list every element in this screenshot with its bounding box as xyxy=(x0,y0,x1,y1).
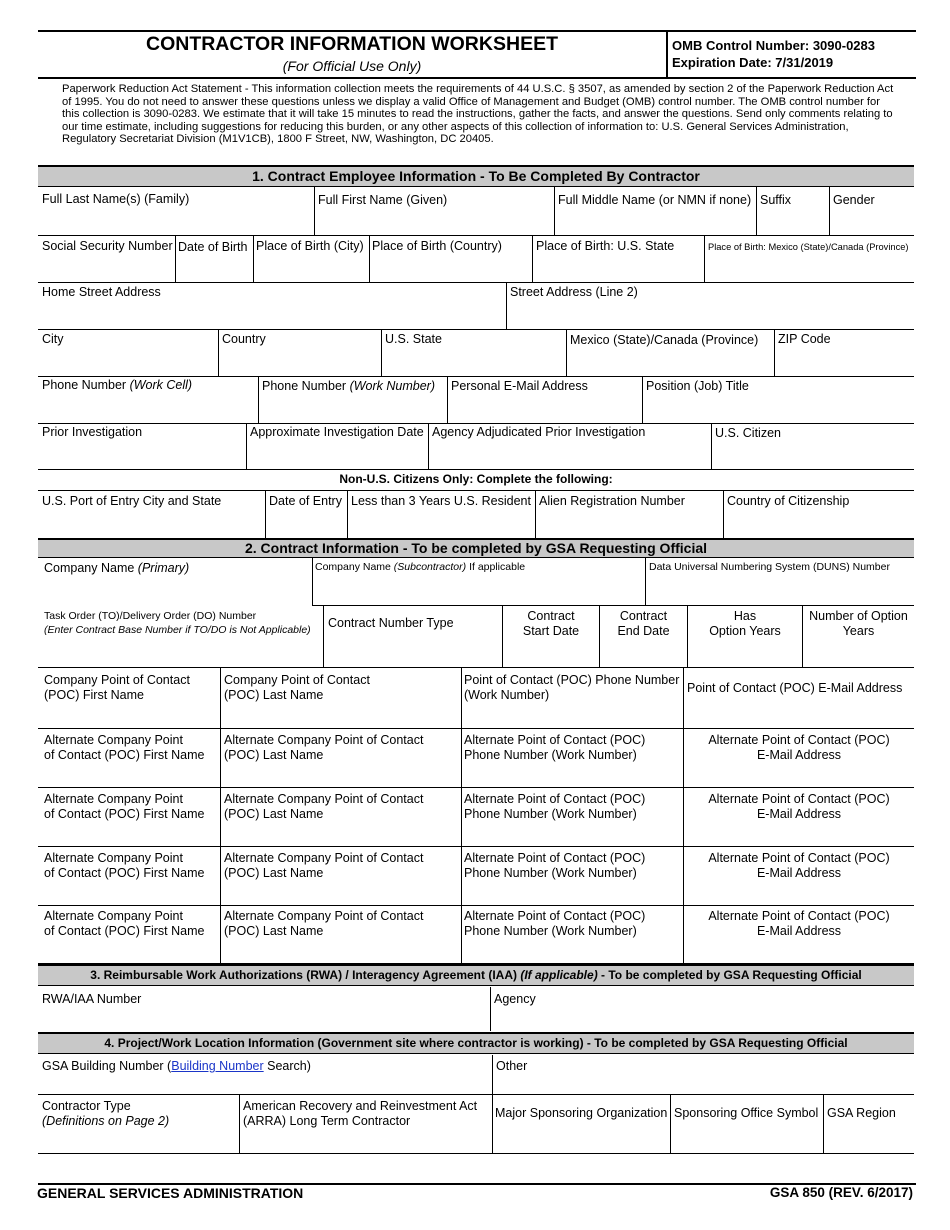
phone-cell-label: Phone Number (Work Cell) xyxy=(42,378,193,392)
duns-label: Data Universal Numbering System (DUNS) Number xyxy=(649,561,890,573)
subcontractor-name-label: Company Name (Subcontractor) If applicable xyxy=(315,561,526,573)
suffix-label: Suffix xyxy=(760,193,792,207)
sponsoring-office-symbol-field[interactable] xyxy=(671,1125,823,1152)
less-than-3-years-label: Less than 3 Years U.S. Resident xyxy=(351,494,531,508)
expiration-date: Expiration Date: 7/31/2019 xyxy=(672,55,834,70)
alt-poc-last-name-label: Alternate Company Point of Contact (POC) Last Name xyxy=(224,851,424,880)
agency-label: Agency xyxy=(494,992,536,1006)
poc-last-name-field[interactable] xyxy=(221,702,461,727)
contract-number-type-label: Contract Number Type xyxy=(328,616,454,630)
poc-first-name-field[interactable] xyxy=(38,702,220,727)
last-name-field[interactable] xyxy=(38,208,314,234)
company-name-label: Company Name (Primary) xyxy=(44,561,190,575)
less-than-3-years-field[interactable] xyxy=(348,511,535,537)
phone-cell-field[interactable] xyxy=(38,396,258,422)
footer-form-number: GSA 850 (REV. 6/2017) xyxy=(769,1185,913,1200)
alt-poc-4-email-field[interactable] xyxy=(684,939,914,962)
home-address-field[interactable] xyxy=(38,302,506,328)
poc-first-name-label: Company Point of Contact (POC) First Name xyxy=(44,673,190,702)
alien-registration-field[interactable] xyxy=(536,511,723,537)
major-sponsoring-org-label: Major Sponsoring Organization xyxy=(495,1106,668,1120)
alt-poc-phone-label: Alternate Point of Contact (POC) Phone Number (Work Number) xyxy=(464,909,646,938)
first-name-label: Full First Name (Given) xyxy=(318,193,448,207)
alt-poc-phone-label: Alternate Point of Contact (POC) Phone Number (Work Number) xyxy=(464,792,646,821)
omb-control-number: OMB Control Number: 3090-0283 xyxy=(672,38,875,53)
other-label: Other xyxy=(496,1059,528,1073)
contractor-type-label: Contractor Type (Definitions on Page 2) xyxy=(42,1099,170,1128)
gsa-building-number-field[interactable] xyxy=(38,1074,492,1093)
us-citizen-field[interactable] xyxy=(712,442,914,468)
ssn-field[interactable] xyxy=(38,256,175,281)
agency-field[interactable] xyxy=(491,1006,914,1030)
country-of-citizenship-label: Country of Citizenship xyxy=(727,494,850,508)
contractor-type-field[interactable] xyxy=(38,1128,239,1152)
alt-poc-3-phone-field[interactable] xyxy=(462,881,683,904)
country-of-citizenship-field[interactable] xyxy=(724,511,914,537)
sponsoring-office-symbol-label: Sponsoring Office Symbol xyxy=(674,1106,819,1120)
first-name-field[interactable] xyxy=(315,208,554,234)
alt-poc-email-label: Alternate Point of Contact (POC) E-Mail Address xyxy=(708,851,890,880)
port-of-entry-label: U.S. Port of Entry City and State xyxy=(42,494,222,508)
us-state-field[interactable] xyxy=(382,349,566,375)
has-option-years-field[interactable] xyxy=(688,640,802,666)
contract-start-date-label: Contract Start Date xyxy=(522,609,580,638)
mexico-state-field[interactable] xyxy=(567,349,774,375)
approx-investigation-date-label: Approximate Investigation Date xyxy=(250,425,424,439)
rwa-iaa-number-label: RWA/IAA Number xyxy=(42,992,142,1006)
alt-poc-last-name-label: Alternate Company Point of Contact (POC) Last Name xyxy=(224,733,424,762)
number-of-option-years-field[interactable] xyxy=(803,640,914,666)
alt-poc-3-first-name-field[interactable] xyxy=(38,881,220,904)
country-field[interactable] xyxy=(219,349,381,375)
poc-last-name-label: Company Point of Contact (POC) Last Name xyxy=(224,673,370,702)
gsa-region-label: GSA Region xyxy=(827,1106,896,1120)
city-label: City xyxy=(42,332,64,346)
arra-field[interactable] xyxy=(240,1128,492,1152)
alt-poc-4-first-name-field[interactable] xyxy=(38,939,220,962)
task-order-label: Task Order (TO)/Delivery Order (DO) Number xyxy=(44,610,257,622)
pob-state-label: Place of Birth: U.S. State xyxy=(536,239,675,253)
section-2-header: 2. Contract Information - To be completed by GSA Requesting Official xyxy=(38,538,914,558)
date-of-entry-label: Date of Entry xyxy=(269,494,342,508)
alt-poc-first-name-label: Alternate Company Point of Contact (POC) First Name xyxy=(44,851,205,880)
alt-poc-2-email-field[interactable] xyxy=(684,822,914,845)
alt-poc-2-phone-field[interactable] xyxy=(462,822,683,845)
alt-poc-1-first-name-field[interactable] xyxy=(38,763,220,786)
poc-phone-field[interactable] xyxy=(462,702,683,727)
pob-mexico-label: Place of Birth: Mexico (State)/Canada (Province) xyxy=(708,242,909,252)
poc-email-label: Point of Contact (POC) E-Mail Address xyxy=(687,681,903,695)
alt-poc-first-name-label: Alternate Company Point of Contact (POC) First Name xyxy=(44,909,205,938)
building-number-search-link[interactable]: Building Number xyxy=(171,1059,264,1073)
address2-field[interactable] xyxy=(507,302,914,328)
gsa-region-field[interactable] xyxy=(824,1125,914,1152)
prior-investigation-label: Prior Investigation xyxy=(42,425,143,439)
alt-poc-phone-label: Alternate Point of Contact (POC) Phone Number (Work Number) xyxy=(464,851,646,880)
phone-work-label: Phone Number (Work Number) xyxy=(262,379,435,393)
contract-start-date-field[interactable] xyxy=(503,640,599,666)
email-label: Personal E-Mail Address xyxy=(451,379,588,393)
contract-end-date-field[interactable] xyxy=(600,640,687,666)
pob-country-label: Place of Birth (Country) xyxy=(372,239,502,253)
alt-poc-3-last-name-field[interactable] xyxy=(221,881,461,904)
major-sponsoring-org-field[interactable] xyxy=(493,1125,670,1152)
arra-label: American Recovery and Reinvestment Act (ARRA) Long Term Contractor xyxy=(243,1099,478,1128)
contract-end-date-label: Contract End Date xyxy=(617,609,670,638)
section-4-header: 4. Project/Work Location Information (Government site where contractor is working) - To be completed by GSA Requesting Official xyxy=(38,1032,914,1054)
position-field[interactable] xyxy=(643,396,914,422)
alt-poc-phone-label: Alternate Point of Contact (POC) Phone Number (Work Number) xyxy=(464,733,646,762)
section-3-header: 3. Reimbursable Work Authorizations (RWA) / Interagency Agreement (IAA) (If applicable) - To be completed by GSA Requesting Official xyxy=(38,964,914,986)
port-of-entry-field[interactable] xyxy=(38,511,265,537)
home-address-label: Home Street Address xyxy=(42,285,161,299)
alt-poc-last-name-label: Alternate Company Point of Contact (POC) Last Name xyxy=(224,792,424,821)
other-field[interactable] xyxy=(493,1074,914,1093)
pob-state-field[interactable] xyxy=(533,256,704,281)
duns-field[interactable] xyxy=(646,578,914,604)
country-label: Country xyxy=(222,332,266,346)
gender-field[interactable] xyxy=(830,208,914,234)
pob-mexico-field[interactable] xyxy=(705,256,914,281)
task-order-field[interactable] xyxy=(38,640,323,666)
alt-poc-email-label: Alternate Point of Contact (POC) E-Mail Address xyxy=(708,792,890,821)
alt-poc-4-phone-field[interactable] xyxy=(462,939,683,962)
alien-registration-label: Alien Registration Number xyxy=(539,494,685,508)
alt-poc-2-last-name-field[interactable] xyxy=(221,822,461,845)
gsa-building-number-label: GSA Building Number (Building Number Search) xyxy=(42,1059,311,1073)
alt-poc-last-name-label: Alternate Company Point of Contact (POC) Last Name xyxy=(224,909,424,938)
poc-email-field[interactable] xyxy=(684,702,914,727)
middle-name-field[interactable] xyxy=(555,208,756,234)
alt-poc-3-email-field[interactable] xyxy=(684,881,914,904)
us-state-label: U.S. State xyxy=(385,332,442,346)
rwa-iaa-number-field[interactable] xyxy=(38,1006,490,1030)
has-option-years-label: Has Option Years xyxy=(709,609,781,638)
number-of-option-years-label: Number of Option Years xyxy=(809,609,908,638)
non-us-citizens-heading: Non-U.S. Citizens Only: Complete the following: xyxy=(339,472,613,486)
task-order-note: (Enter Contract Base Number if TO/DO is Not Applicable) xyxy=(44,624,311,636)
agency-adjudicated-label: Agency Adjudicated Prior Investigation xyxy=(432,425,646,439)
alt-poc-1-email-field[interactable] xyxy=(684,763,914,786)
ssn-label: Social Security Number xyxy=(42,239,173,253)
alt-poc-email-label: Alternate Point of Contact (POC) E-Mail Address xyxy=(708,909,890,938)
zip-field[interactable] xyxy=(775,349,914,375)
agency-adjudicated-field[interactable] xyxy=(429,442,711,468)
position-label: Position (Job) Title xyxy=(646,379,749,393)
form-title: CONTRACTOR INFORMATION WORKSHEET xyxy=(145,33,558,55)
poc-phone-label: Point of Contact (POC) Phone Number (Work Number) xyxy=(464,673,680,702)
pob-city-field[interactable] xyxy=(254,256,369,281)
footer-agency: GENERAL SERVICES ADMINISTRATION xyxy=(37,1185,304,1201)
alt-poc-first-name-label: Alternate Company Point of Contact (POC) First Name xyxy=(44,792,205,821)
mexico-state-label: Mexico (State)/Canada (Province) xyxy=(570,333,759,347)
phone-work-field[interactable] xyxy=(259,396,447,422)
alt-poc-2-first-name-field[interactable] xyxy=(38,822,220,845)
section-1-header: 1. Contract Employee Information - To Be Completed By Contractor xyxy=(38,165,914,187)
suffix-field[interactable] xyxy=(757,208,829,234)
alt-poc-4-last-name-field[interactable] xyxy=(221,939,461,962)
approx-investigation-date-field[interactable] xyxy=(247,442,428,468)
form-subtitle: (For Official Use Only) xyxy=(282,58,422,74)
subcontractor-name-field[interactable] xyxy=(313,578,645,604)
paperwork-reduction-statement: Paperwork Reduction Act Statement - This information collection meets the requirements of 44 U.S.C. § 3507, as amended by section 2 of the Paperwork Reduction Act of 1995. You do not need to answer these questions unless we display a valid Office of Management and Budget (OMB) control number. The OMB control number for this collection is 3090-0283. We estimate that it will take 15 minutes to read the instructions, gather the facts, and answer the questions. Send only comments relating to our time estimate, including suggestions for reducing this burden, or any other aspects of this collection of information to: U.S. General Services Administration, Regulatory Secretariat Division (M1V1CB), 1800 F Street, NW, Washington, DC 20405. xyxy=(62,83,894,145)
dob-field[interactable] xyxy=(176,256,253,281)
zip-label: ZIP Code xyxy=(778,332,831,346)
middle-name-label: Full Middle Name (or NMN if none) xyxy=(558,193,752,207)
pob-country-field[interactable] xyxy=(370,256,532,281)
email-field[interactable] xyxy=(448,396,642,422)
last-name-label: Full Last Name(s) (Family) xyxy=(42,192,190,206)
contract-number-type-field[interactable] xyxy=(324,634,502,666)
gender-label: Gender xyxy=(833,193,875,207)
prior-investigation-field[interactable] xyxy=(38,442,246,468)
alt-poc-email-label: Alternate Point of Contact (POC) E-Mail Address xyxy=(708,733,890,762)
us-citizen-label: U.S. Citizen xyxy=(715,426,781,440)
alt-poc-1-last-name-field[interactable] xyxy=(221,763,461,786)
pob-city-label: Place of Birth (City) xyxy=(256,239,364,253)
alt-poc-1-phone-field[interactable] xyxy=(462,763,683,786)
city-field[interactable] xyxy=(38,349,218,375)
alt-poc-first-name-label: Alternate Company Point of Contact (POC) First Name xyxy=(44,733,205,762)
address2-label: Street Address (Line 2) xyxy=(510,285,638,299)
dob-label: Date of Birth xyxy=(178,240,248,254)
date-of-entry-field[interactable] xyxy=(266,511,347,537)
company-name-field[interactable] xyxy=(38,578,312,604)
